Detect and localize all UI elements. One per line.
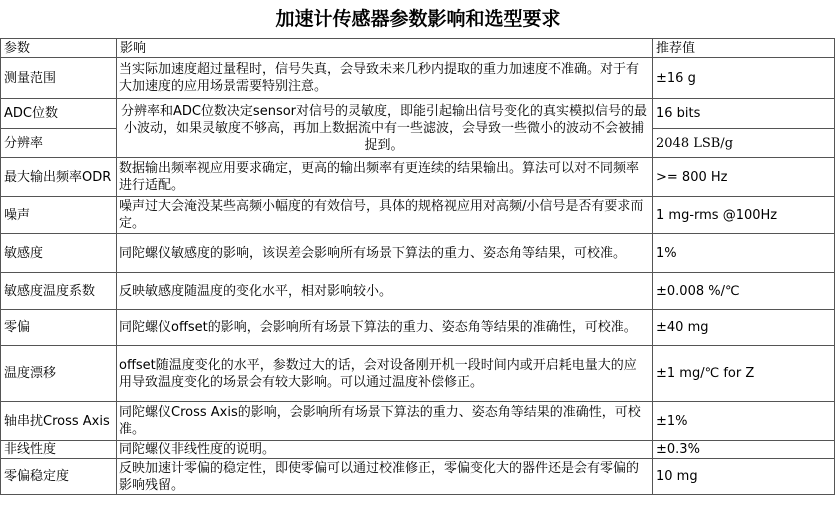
table-row (1, 459, 835, 495)
recommended-cell: ±16 g (653, 58, 835, 99)
impact-cell: 噪声过大会淹没某些高频小幅度的有效信号，具体的规格视应用对高频/小信号是否有要求而定。 (117, 197, 653, 234)
header-param: 参数 (1, 39, 117, 58)
param-cell: 非线性度 (1, 441, 117, 459)
recommended-cell: ±1 mg/℃ for Z (653, 346, 835, 402)
impact-cell: 同陀螺仪非线性度的说明。 (117, 441, 653, 459)
param-cell: 噪声 (1, 197, 117, 234)
table-row (1, 402, 835, 441)
parameter-table (0, 38, 835, 495)
impact-cell: 当实际加速度超过量程时，信号失真，会导致未来几秒内提取的重力加速度不准确。对于有大加速度的应用场景需要特别注意。 (117, 58, 653, 99)
param-cell: ADC位数 (1, 99, 117, 129)
table-row (1, 234, 835, 273)
impact-cell: 反映加速计零偏的稳定性，即使零偏可以通过校准修正，零偏变化大的器件还是会有零偏的影响残留。 (117, 459, 653, 495)
header-impact: 影响 (117, 39, 653, 58)
table-row (1, 99, 835, 129)
param-cell: 测量范围 (1, 58, 117, 99)
recommended-cell: ±0.3% (653, 441, 835, 459)
table-header-row (1, 39, 835, 58)
table-row (1, 158, 835, 197)
impact-cell: 数据输出频率视应用要求确定，更高的输出频率有更连续的结果输出。算法可以对不同频率进行适配。 (117, 158, 653, 197)
recommended-cell: 1 mg-rms @100Hz (653, 197, 835, 234)
impact-cell: 同陀螺仪敏感度的影响，该误差会影响所有场景下算法的重力、姿态角等结果，可校准。 (117, 234, 653, 273)
impact-cell: 同陀螺仪Cross Axis的影响，会影响所有场景下算法的重力、姿态角等结果的准确性，可校准。 (117, 402, 653, 441)
recommended-cell: ±0.008 %/℃ (653, 273, 835, 310)
page-title: 加速计传感器参数影响和选型要求 (275, 8, 561, 30)
table-row (1, 310, 835, 346)
table-row (1, 346, 835, 402)
recommended-cell: ±1% (653, 402, 835, 441)
recommended-cell: >= 800 Hz (653, 158, 835, 197)
impact-cell: 同陀螺仪offset的影响，会影响所有场景下算法的重力、姿态角等结果的准确性，可校准。 (117, 310, 653, 346)
impact-cell: 分辨率和ADC位数决定sensor对信号的灵敏度，即能引起输出信号变化的真实模拟信号的最小波动，如果灵敏度不够高，再加上数据流中有一些滤波，会导致一些微小的波动不会被捕捉到。 (117, 99, 653, 158)
param-cell: 分辨率 (1, 129, 117, 158)
param-cell: 敏感度温度系数 (1, 273, 117, 310)
param-cell: 敏感度 (1, 234, 117, 273)
recommended-cell: ±40 mg (653, 310, 835, 346)
recommended-cell: 16 bits (653, 99, 835, 129)
impact-cell: 反映敏感度随温度的变化水平，相对影响较小。 (117, 273, 653, 310)
table-row (1, 441, 835, 459)
param-cell: 零偏稳定度 (1, 459, 117, 495)
table-row (1, 197, 835, 234)
param-cell: 最大输出频率ODR (1, 158, 117, 197)
param-cell: 温度漂移 (1, 346, 117, 402)
param-cell: 零偏 (1, 310, 117, 346)
table-row (1, 58, 835, 99)
header-recommended: 推荐值 (653, 39, 835, 58)
param-cell: 轴串扰Cross Axis (1, 402, 117, 441)
impact-cell: offset随温度变化的水平，参数过大的话，会对设备刚开机一段时间内或开启耗电量大的应用导致温度变化的场景会有较大影响。可以通过温度补偿修正。 (117, 346, 653, 402)
recommended-cell: 1% (653, 234, 835, 273)
recommended-cell: 10 mg (653, 459, 835, 495)
table-row (1, 273, 835, 310)
recommended-cell: 2048 LSB/g (653, 129, 835, 158)
